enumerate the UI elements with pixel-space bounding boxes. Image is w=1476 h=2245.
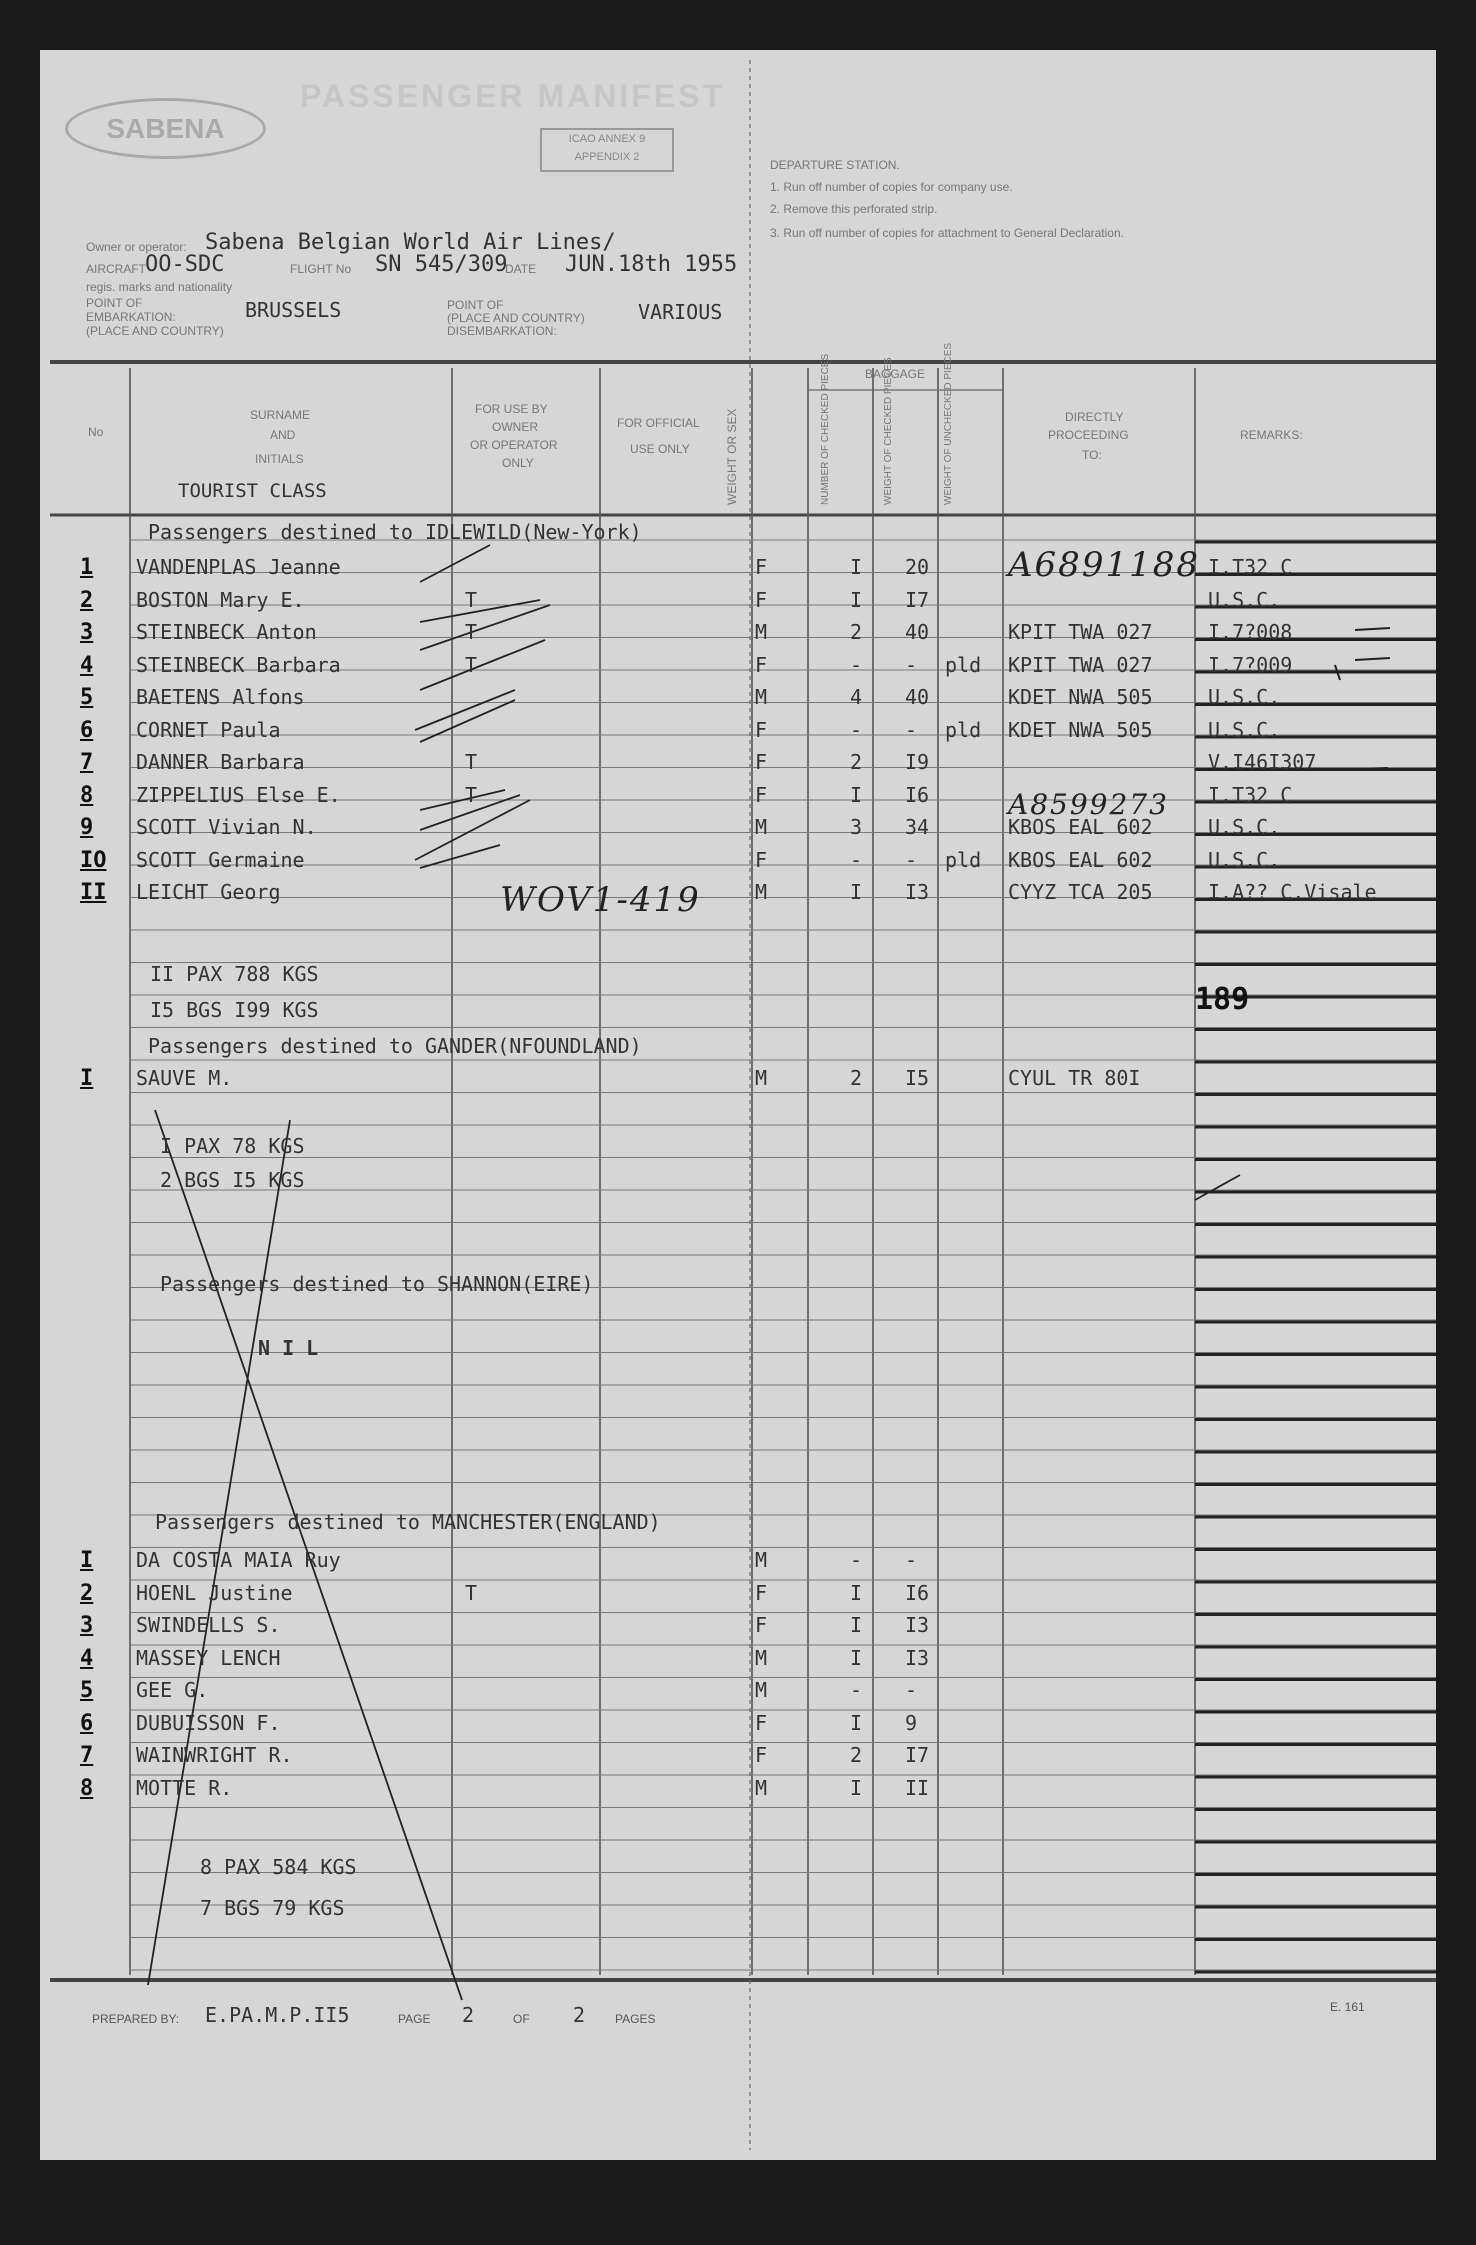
- passenger-name: GEE G.: [136, 1678, 209, 1702]
- row-number: IO: [80, 847, 107, 873]
- row-number: 7: [80, 1743, 94, 1768]
- checked-pieces: I: [850, 1710, 863, 1735]
- remarks-value: I.7?008: [1208, 620, 1293, 644]
- checked-weight: 34: [905, 815, 930, 839]
- proceeding-to: KDET NWA 505: [1008, 685, 1153, 709]
- checked-weight: 40: [905, 620, 930, 644]
- remarks-value: U.S.C.: [1208, 815, 1281, 839]
- instruction-2: 1. Run off number of copies for company use.: [770, 180, 1013, 194]
- remarks-value: I.A?? C.Visale: [1208, 880, 1377, 904]
- pen-stroke: [420, 700, 515, 742]
- pen-stroke: [420, 600, 540, 622]
- section-title-gander: Passengers destined to GANDER(NFOUNDLAND): [148, 1034, 642, 1058]
- disembark-label-2: (PLACE AND COUNTRY): [447, 311, 585, 325]
- checked-weight: -: [905, 652, 918, 677]
- sex-value: M: [755, 1678, 768, 1702]
- embark-label-3: (PLACE AND COUNTRY): [86, 324, 224, 338]
- checked-pieces: I: [850, 782, 863, 807]
- checked-weight: II: [905, 1775, 930, 1800]
- handwritten-number-3: WOV1-419: [500, 880, 701, 920]
- checked-pieces: I: [850, 880, 863, 904]
- col-bag-weight: WEIGHT OF CHECKED PIECES: [883, 357, 894, 505]
- row-number: 8: [80, 782, 94, 808]
- checked-weight: -: [905, 1678, 918, 1702]
- checked-pieces: 3: [850, 815, 863, 839]
- date-label: DATE: [505, 262, 537, 276]
- proceeding-to: CYYZ TCA 205: [1008, 880, 1153, 904]
- col-no: No: [88, 425, 104, 439]
- pld-mark: pld: [945, 717, 982, 742]
- row-number: 6: [80, 1710, 94, 1736]
- total-pax-2: I PAX 78 KGS: [160, 1134, 305, 1158]
- col-remarks: REMARKS:: [1240, 428, 1303, 442]
- pen-stroke: [1195, 1175, 1240, 1200]
- of-label: OF: [513, 2012, 530, 2026]
- disembark-label-1: POINT OF: [447, 298, 504, 312]
- sex-value: M: [755, 1548, 768, 1572]
- date-value: JUN.18th 1955: [565, 252, 738, 277]
- pen-stroke: [415, 800, 530, 860]
- checked-weight: -: [905, 1548, 918, 1572]
- row-number: 5: [80, 685, 94, 710]
- passenger-name: BOSTON Mary E.: [136, 587, 305, 612]
- total-bags-4: 7 BGS 79 KGS: [200, 1896, 345, 1920]
- row-number: 6: [80, 717, 94, 743]
- passenger-name: CORNET Paula: [136, 717, 281, 742]
- remarks-value: I.T32 C: [1208, 782, 1293, 807]
- checked-pieces: I: [850, 1775, 863, 1800]
- col-tourist: TOURIST CLASS: [178, 480, 327, 502]
- checked-pieces: I: [850, 555, 863, 579]
- disembark-label-3: DISEMBARKATION:: [447, 324, 557, 338]
- col-surname-3: INITIALS: [255, 452, 304, 466]
- total-bags-1: I5 BGS I99 KGS: [150, 998, 319, 1022]
- sex-value: F: [755, 587, 768, 612]
- checked-weight: 20: [905, 555, 930, 579]
- checked-pieces: I: [850, 1613, 863, 1637]
- col-directly-1: DIRECTLY: [1065, 410, 1124, 424]
- handwritten-number-2: A8599273: [1008, 788, 1169, 821]
- checked-pieces: I: [850, 1645, 863, 1670]
- embark-value: BRUSSELS: [245, 298, 342, 322]
- pen-stroke: [420, 605, 550, 650]
- embark-label-2: EMBARKATION:: [86, 310, 176, 324]
- checked-weight: I9: [905, 750, 930, 774]
- checked-pieces: 2: [850, 1066, 863, 1090]
- instruction-4: 3. Run off number of copies for attachment to General Declaration.: [770, 226, 1124, 240]
- icao-line-1: ICAO ANNEX 9: [568, 133, 646, 145]
- checked-weight: 9: [905, 1710, 918, 1735]
- section-title-shannon: Passengers destined to SHANNON(EIRE): [160, 1272, 594, 1296]
- passenger-name: DA COSTA MAIA Ruy: [136, 1548, 341, 1572]
- of-value: 2: [573, 2003, 586, 2027]
- pld-mark: pld: [945, 847, 982, 872]
- sex-value: F: [755, 1710, 768, 1735]
- checked-pieces: 2: [850, 620, 863, 644]
- row-number: 7: [80, 750, 94, 775]
- checked-weight: I7: [905, 1743, 930, 1767]
- sex-value: M: [755, 1775, 768, 1800]
- checked-weight: I6: [905, 782, 930, 807]
- checked-pieces: I: [850, 1580, 863, 1605]
- flight-label: FLIGHT No: [290, 262, 352, 276]
- sex-value: M: [755, 1066, 768, 1090]
- checked-pieces: 4: [850, 685, 863, 709]
- passenger-name: DANNER Barbara: [136, 750, 305, 774]
- passenger-name: ZIPPELIUS Else E.: [136, 782, 341, 807]
- disembark-value: VARIOUS: [638, 300, 723, 324]
- passenger-name: MASSEY LENCH: [136, 1645, 281, 1670]
- col-owner-2: OWNER: [492, 420, 538, 434]
- checked-weight: I3: [905, 880, 930, 904]
- col-surname-2: AND: [270, 428, 296, 442]
- col-owner-3: OR OPERATOR: [470, 438, 558, 452]
- col-surname-1: SURNAME: [250, 408, 311, 422]
- checked-pieces: I: [850, 587, 863, 612]
- row-number: 2: [80, 1580, 94, 1606]
- checked-weight: I6: [905, 1580, 930, 1605]
- icao-box: [540, 128, 674, 172]
- checked-pieces: -: [850, 847, 863, 872]
- icao-line-2: APPENDIX 2: [574, 151, 640, 163]
- row-number: 1: [80, 555, 94, 580]
- col-owner-1: FOR USE BY: [475, 402, 548, 416]
- sex-value: F: [755, 717, 768, 742]
- col-sex: WEIGHT OR SEX: [725, 408, 739, 505]
- checked-weight: I5: [905, 1066, 930, 1090]
- handwritten-number-4: 189: [1195, 982, 1250, 1017]
- passenger-name: MOTTE R.: [136, 1775, 233, 1800]
- checked-pieces: 2: [850, 1743, 863, 1767]
- col-official-2: USE ONLY: [630, 442, 690, 456]
- sex-value: F: [755, 782, 768, 807]
- row-number: I: [80, 1548, 94, 1573]
- nil-text: N I L: [258, 1336, 319, 1360]
- row-number: 4: [80, 1645, 94, 1671]
- aircraft-value: OO-SDC: [145, 252, 225, 277]
- owner-mark: T: [465, 587, 478, 612]
- sex-value: F: [755, 652, 768, 677]
- passenger-name: VANDENPLAS Jeanne: [136, 555, 341, 579]
- owner-mark: T: [465, 652, 478, 677]
- row-number: 3: [80, 620, 94, 645]
- passenger-name: LEICHT Georg: [136, 880, 281, 904]
- remarks-value: U.S.C.: [1208, 847, 1281, 872]
- checked-weight: I3: [905, 1613, 930, 1637]
- pen-stroke: [420, 640, 545, 690]
- owner-label: Owner or operator:: [86, 240, 187, 254]
- checked-pieces: -: [850, 1678, 863, 1702]
- handwritten-number-1: A6891188: [1008, 545, 1200, 585]
- owner-mark: T: [465, 620, 478, 644]
- sex-value: M: [755, 880, 768, 904]
- remarks-value: I.7?009: [1208, 652, 1293, 677]
- row-number: 4: [80, 652, 94, 678]
- checked-weight: -: [905, 717, 918, 742]
- col-bag-unchecked: WEIGHT OF UNCHECKED PIECES: [943, 342, 954, 505]
- remarks-value: V.I46I307: [1208, 750, 1317, 774]
- pages-label: PAGES: [615, 2012, 656, 2026]
- aircraft-label: AIRCRAFT: [86, 262, 146, 276]
- col-directly-2: PROCEEDING: [1048, 428, 1129, 442]
- proceeding-to: KBOS EAL 602: [1008, 815, 1153, 839]
- row-number: 8: [80, 1775, 94, 1801]
- proceeding-to: KPIT TWA 027: [1008, 620, 1153, 644]
- sex-value: F: [755, 1580, 768, 1605]
- owner-mark: T: [465, 750, 478, 774]
- sex-value: F: [755, 1613, 768, 1637]
- sex-value: F: [755, 750, 768, 774]
- sabena-logo: SABENA: [65, 98, 266, 159]
- proceeding-to: CYUL TR 80I: [1008, 1066, 1141, 1090]
- sex-value: M: [755, 685, 768, 709]
- total-pax-1: II PAX 788 KGS: [150, 962, 319, 986]
- row-number: 9: [80, 815, 94, 840]
- col-official-1: FOR OFFICIAL: [617, 416, 700, 430]
- passenger-name: BAETENS Alfons: [136, 685, 305, 709]
- pen-dash: [1355, 628, 1390, 630]
- sex-value: F: [755, 1743, 768, 1767]
- page-label: PAGE: [398, 2012, 431, 2026]
- checked-weight: I7: [905, 587, 930, 612]
- prepared-value: E.PA.M.P.II5: [205, 2003, 350, 2027]
- passenger-name: SCOTT Germaine: [136, 847, 305, 872]
- total-bags-2: 2 BGS I5 KGS: [160, 1168, 305, 1192]
- passenger-name: DUBUISSON F.: [136, 1710, 281, 1735]
- col-owner-4: ONLY: [502, 456, 534, 470]
- section-title-manchester: Passengers destined to MANCHESTER(ENGLAND): [155, 1510, 661, 1534]
- instruction-3: 2. Remove this perforated strip.: [770, 202, 938, 216]
- remarks-value: I.T32 C: [1208, 555, 1293, 579]
- row-number: I: [80, 1066, 94, 1091]
- flight-value: SN 545/309: [375, 252, 508, 277]
- remarks-value: U.S.C.: [1208, 587, 1281, 612]
- proceeding-to: KBOS EAL 602: [1008, 847, 1153, 872]
- page-value: 2: [462, 2003, 475, 2027]
- instruction-1: DEPARTURE STATION.: [770, 158, 900, 172]
- owner-mark: T: [465, 782, 478, 807]
- total-pax-4: 8 PAX 584 KGS: [200, 1855, 357, 1879]
- checked-weight: 40: [905, 685, 930, 709]
- prepared-label: PREPARED BY:: [92, 2012, 180, 2026]
- embark-label-1: POINT OF: [86, 296, 143, 310]
- passenger-name: STEINBECK Barbara: [136, 652, 341, 677]
- col-baggage: BAGGAGE: [865, 367, 926, 381]
- checked-pieces: -: [850, 1548, 863, 1572]
- checked-weight: I3: [905, 1645, 930, 1670]
- row-number: 3: [80, 1613, 94, 1638]
- sex-value: M: [755, 620, 768, 644]
- passenger-name: SAUVE M.: [136, 1066, 233, 1090]
- row-number: II: [80, 880, 107, 905]
- checked-pieces: -: [850, 717, 863, 742]
- passenger-name: STEINBECK Anton: [136, 620, 317, 644]
- pld-mark: pld: [945, 652, 982, 677]
- col-directly-3: TO:: [1082, 448, 1102, 462]
- passenger-name: HOENL Justine: [136, 1580, 293, 1605]
- remarks-value: U.S.C.: [1208, 717, 1281, 742]
- row-number: 5: [80, 1678, 94, 1703]
- owner-value: Sabena Belgian World Air Lines/: [205, 230, 616, 255]
- form-title: PASSENGER MANIFEST: [300, 78, 725, 114]
- pen-stroke: [420, 545, 490, 582]
- regis-label: regis. marks and nationality: [86, 280, 233, 294]
- checked-pieces: -: [850, 652, 863, 677]
- owner-mark: T: [465, 1580, 478, 1605]
- proceeding-to: KDET NWA 505: [1008, 717, 1153, 742]
- sex-value: M: [755, 1645, 768, 1670]
- sex-value: M: [755, 815, 768, 839]
- section-title-idlewild: Passengers destined to IDLEWILD(New-York): [148, 520, 642, 544]
- sex-value: F: [755, 555, 768, 579]
- passenger-name: SCOTT Vivian N.: [136, 815, 317, 839]
- sex-value: F: [755, 847, 768, 872]
- row-number: 2: [80, 587, 94, 613]
- checked-pieces: 2: [850, 750, 863, 774]
- proceeding-to: KPIT TWA 027: [1008, 652, 1153, 677]
- checked-weight: -: [905, 847, 918, 872]
- passenger-name: SWINDELLS S.: [136, 1613, 281, 1637]
- form-code: E. 161: [1330, 2000, 1365, 2014]
- pen-dash: [1355, 658, 1390, 660]
- passenger-name: WAINWRIGHT R.: [136, 1743, 293, 1767]
- remarks-value: U.S.C.: [1208, 685, 1281, 709]
- col-bag-pieces: NUMBER OF CHECKED PIECES: [820, 353, 831, 505]
- pen-stroke: [415, 690, 515, 730]
